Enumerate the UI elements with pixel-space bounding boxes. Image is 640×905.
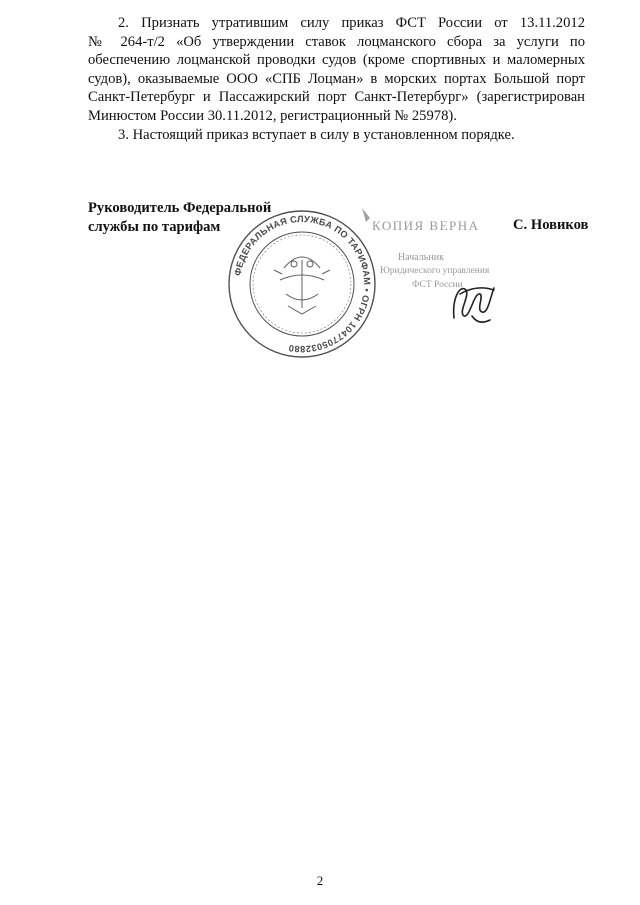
approval-stamp (362, 208, 490, 290)
approval-line-4: ФСТ России (412, 280, 463, 290)
position-line-2: службы по тарифам (88, 218, 221, 235)
position-line-1: Руководитель Федеральной (88, 200, 272, 216)
approval-line-3: Юридического управления (380, 266, 490, 276)
item-2-line: Санкт-Петербург и Пассажирский порт Санкт-Петербург» (зарегистрирован (88, 89, 585, 106)
item-2-line: № 264-т/2 «Об утверждении ставок лоцманского сбора за услуги по (88, 33, 585, 50)
item-3-paragraph (88, 126, 585, 145)
item-2-line: Минюстом России 30.11.2012, регистрационный № 25978). (88, 107, 457, 124)
item-2-line: обеспечению лоцманской проводки судов (кроме спортивных и маломерных (88, 52, 585, 69)
item-2-paragraph (88, 14, 585, 126)
signatory-name: С. Новиков (513, 217, 589, 233)
item-2-line: судов), оказываемые ООО «СПБ Лоцман» в морских портах Большой порт (88, 70, 585, 87)
eagle-emblem-icon (274, 257, 330, 314)
item-2-line: 2. Признать утратившим силу приказ ФСТ России от 13.11.2012 (118, 15, 585, 31)
seal-outer-text: ФЕДЕРАЛЬНАЯ СЛУЖБА ПО ТАРИФАМ • ОГРН 1047705032880 (232, 213, 373, 355)
seal-and-signature (222, 198, 522, 358)
approval-line-2: Начальник (398, 252, 444, 263)
seal-graphic (222, 198, 522, 358)
page-number: 2 (316, 873, 324, 888)
round-seal (229, 211, 375, 357)
handwritten-signature (454, 288, 494, 322)
approval-line-1: КОПИЯ ВЕРНА (372, 218, 480, 233)
item-3-line: 3. Настоящий приказ вступает в силу в установленном порядке. (118, 127, 515, 143)
